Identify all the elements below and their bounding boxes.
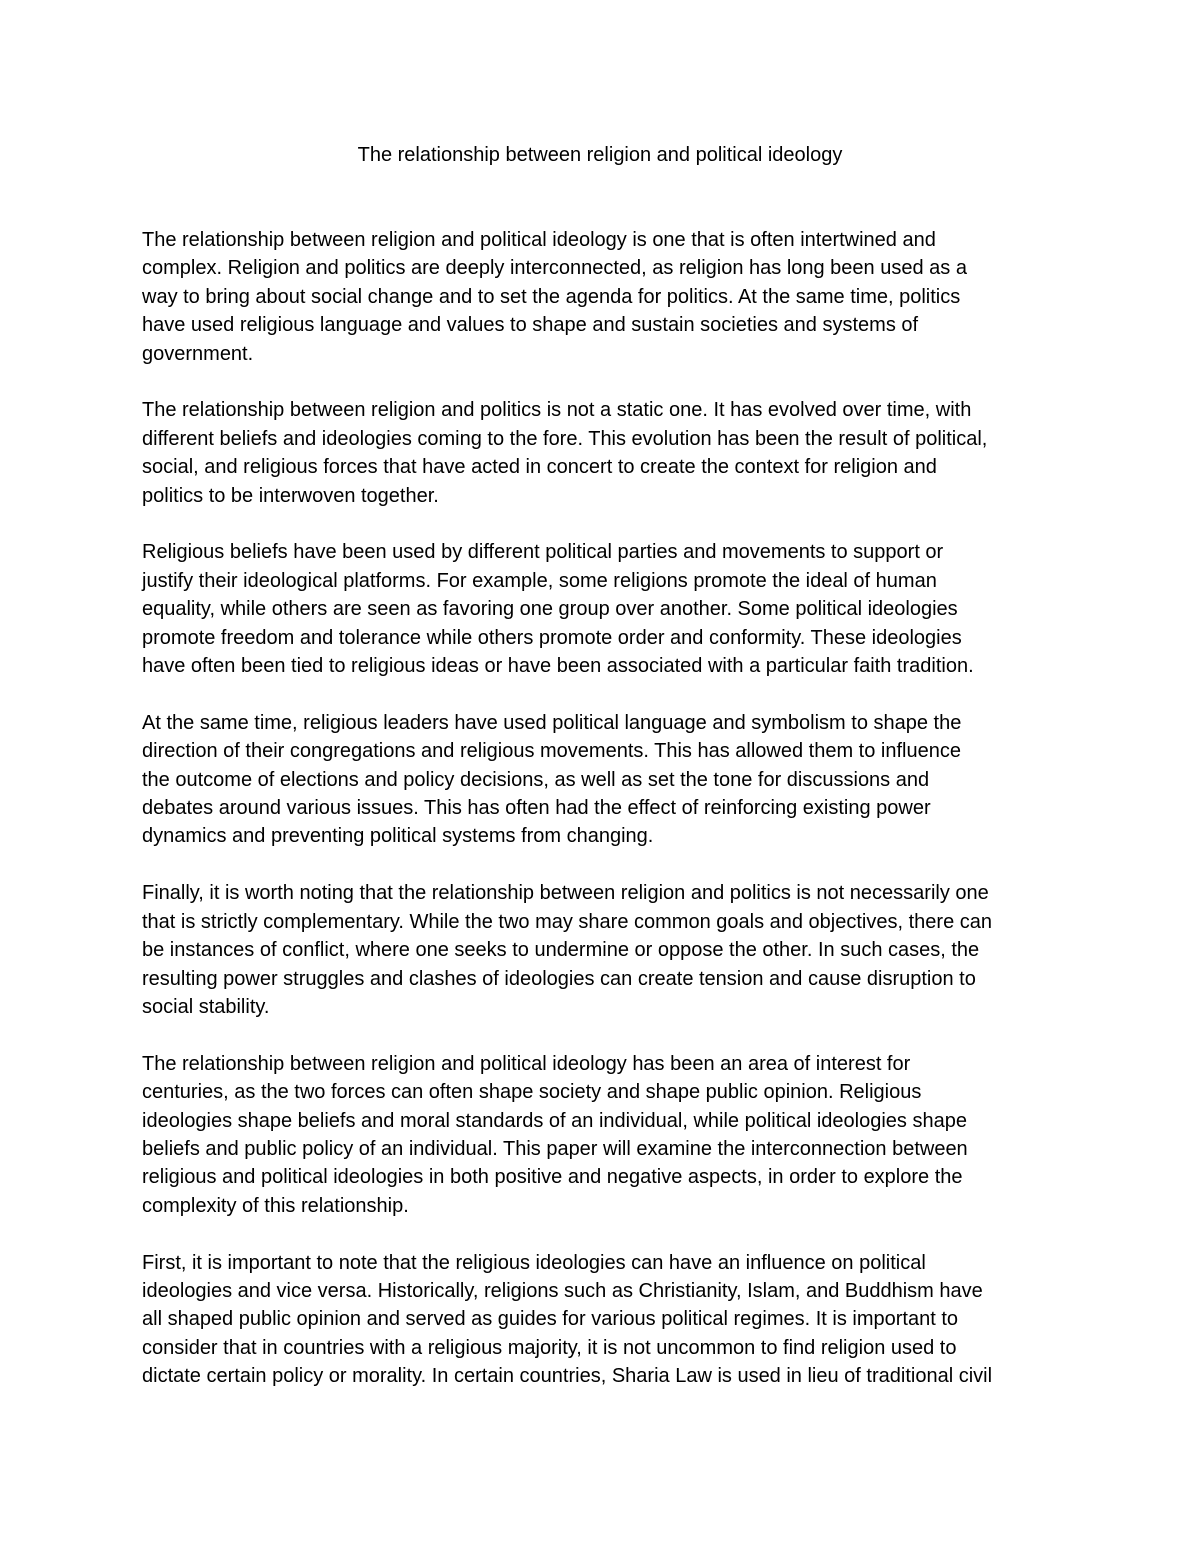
text-line: consider that in countries with a religious majority, it is not uncommon to find religion used to: [142, 1336, 957, 1359]
text-line: The relationship between religion and political ideology is one that is often intertwined and: [142, 229, 936, 251]
text-line: Finally, it is worth noting that the relationship between religion and politics is not necessarily one: [142, 882, 989, 905]
text-line: dictate certain policy or morality. In certain countries, Sharia Law is used in lieu of traditional civil: [142, 1365, 993, 1388]
text-line: justify their ideological platforms. For example, some religions promote the ideal of human: [142, 569, 937, 592]
text-line: centuries, as the two forces can often shape society and shape public opinion. Religious: [142, 1081, 922, 1104]
text-line: different beliefs and ideologies coming to the fore. This evolution has been the result of political,: [142, 427, 988, 450]
text-line: government.: [142, 342, 254, 365]
paragraph-1: [142, 226, 1082, 368]
paragraph-5: [142, 879, 1082, 1021]
document-body: [142, 226, 1082, 1419]
text-line: ideologies and vice versa. Historically, religions such as Christianity, Islam, and Buddhism have: [142, 1279, 983, 1302]
text-line: complexity of this relationship.: [142, 1194, 409, 1217]
text-line: religious and political ideologies in both positive and negative aspects, in order to explore the: [142, 1166, 963, 1189]
text-line: the outcome of elections and policy decisions, as well as set the tone for discussions and: [142, 768, 930, 791]
text-line: that is strictly complementary. While the two may share common goals and objectives, there can: [142, 910, 992, 933]
text-line: dynamics and preventing political systems from changing.: [142, 825, 654, 848]
text-line: At the same time, religious leaders have used political language and symbolism to shape the: [142, 711, 962, 734]
text-line: be instances of conflict, where one seeks to undermine or oppose the other. In such cases, the: [142, 939, 980, 962]
text-line: have often been tied to religious ideas or have been associated with a particular faith tradition.: [142, 655, 974, 678]
text-line: social stability.: [142, 995, 270, 1018]
paragraph-7: [142, 1249, 1082, 1391]
text-line: have used religious language and values to shape and sustain societies and systems of: [142, 314, 919, 337]
text-line: Religious beliefs have been used by different political parties and movements to support or: [142, 541, 944, 564]
text-line: promote freedom and tolerance while others promote order and conformity. These ideologies: [142, 626, 962, 649]
paragraph-6: [142, 1050, 1082, 1220]
paragraph-4: [142, 709, 1082, 851]
document-title: The relationship between religion and political ideology: [357, 144, 843, 166]
paragraph-2: [142, 396, 1082, 510]
text-line: ideologies shape beliefs and moral standards of an individual, while political ideologies shape: [142, 1109, 967, 1132]
text-line: social, and religious forces that have acted in concert to create the context for religion and: [142, 456, 937, 479]
text-line: way to bring about social change and to set the agenda for politics. At the same time, politics: [142, 285, 961, 308]
text-line: complex. Religion and politics are deeply interconnected, as religion has long been used as a: [142, 257, 967, 280]
text-line: resulting power struggles and clashes of ideologies can create tension and cause disruption to: [142, 967, 976, 990]
text-line: First, it is important to note that the religious ideologies can have an influence on political: [142, 1251, 926, 1274]
text-line: direction of their congregations and religious movements. This has allowed them to influence: [142, 740, 961, 763]
text-line: debates around various issues. This has often had the effect of reinforcing existing power: [142, 797, 931, 820]
text-line: politics to be interwoven together.: [142, 484, 439, 507]
text-line: equality, while others are seen as favoring one group over another. Some political ideologies: [142, 598, 958, 621]
text-line: The relationship between religion and politics is not a static one. It has evolved over time, with: [142, 399, 972, 422]
paragraph-3: [142, 538, 1082, 680]
text-line: beliefs and public policy of an individual. This paper will examine the interconnection between: [142, 1137, 968, 1160]
text-line: The relationship between religion and political ideology has been an area of interest for: [142, 1052, 911, 1075]
text-line: all shaped public opinion and served as guides for various political regimes. It is important to: [142, 1308, 958, 1331]
